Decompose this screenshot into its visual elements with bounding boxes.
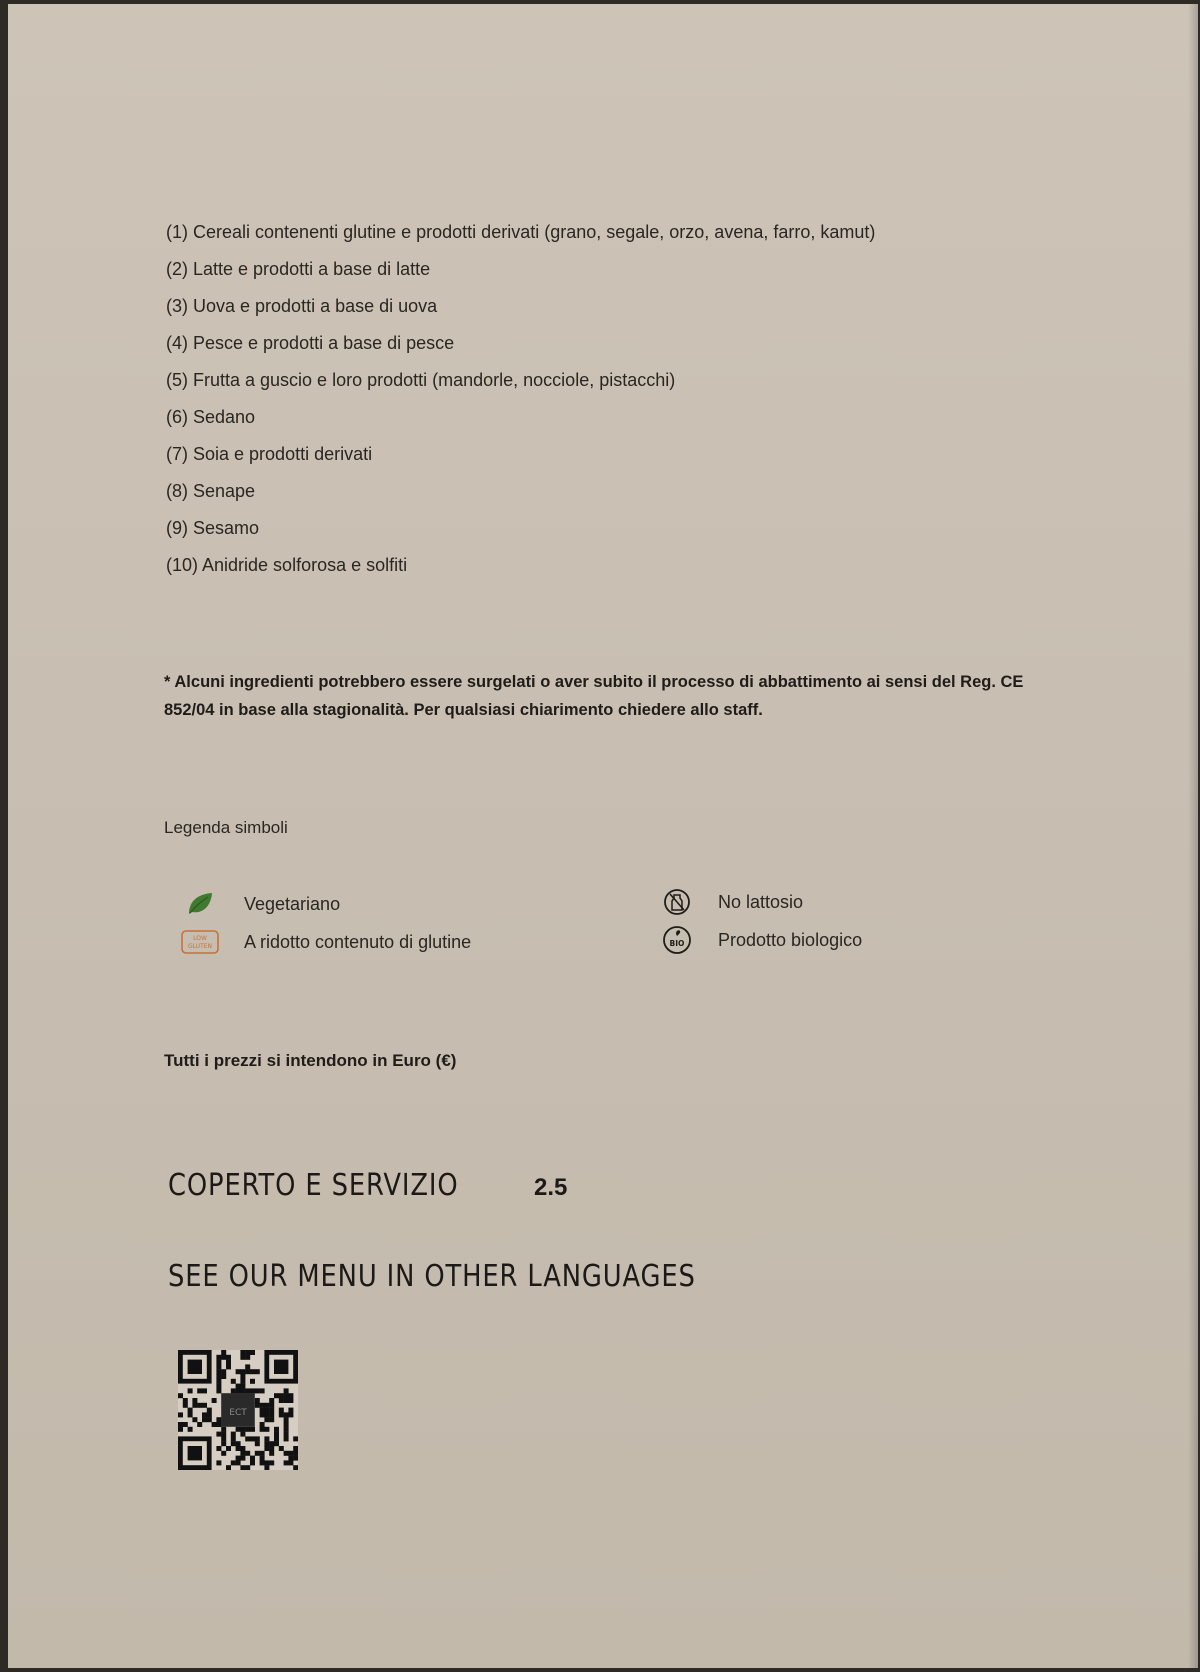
allergen-item: (3) Uova e prodotti a base di uova <box>166 296 438 316</box>
legend-title: Legenda simboli <box>164 818 288 837</box>
cover-charge-price: 2.5 <box>534 1174 568 1201</box>
svg-text:BIO: BIO <box>669 939 685 948</box>
qr-center-label: ECT <box>229 1408 247 1418</box>
svg-text:LOW: LOW <box>193 935 207 942</box>
low-gluten-icon <box>178 927 222 957</box>
cover-charge-label: COPERTO E SERVIZIO <box>168 1168 459 1203</box>
prices-note: Tutti i prezzi si intendono in Euro (€) <box>164 1051 457 1070</box>
leaf-icon <box>178 889 222 919</box>
allergen-item: (1) Cereali contenenti glutine e prodotti derivati (grano, segale, orzo, avena, farro, kamut) <box>166 222 876 242</box>
menu-page <box>8 4 1198 1668</box>
legend-label: A ridotto contenuto di glutine <box>244 931 472 952</box>
frozen-ingredients-note: * Alcuni ingredienti potrebbero essere surgelati o aver subito il processo di abbattimento ai sensi del Reg. CE 852/04 in base alla stagionalità. Per qualsiasi chiarimento chiedere allo staff. <box>164 673 1024 719</box>
no-lactose-icon <box>662 887 692 917</box>
allergen-item: (4) Pesce e prodotti a base di pesce <box>166 333 455 353</box>
legend-label: No lattosio <box>718 891 804 912</box>
page-edge-shadow <box>1188 4 1198 1668</box>
allergen-item: (7) Soia e prodotti derivati <box>166 444 373 464</box>
allergen-list <box>166 214 966 584</box>
allergen-item: (10) Anidride solforosa e solfiti <box>166 555 408 575</box>
bio-icon <box>662 925 692 955</box>
svg-text:GLUTEN: GLUTEN <box>187 943 213 950</box>
allergen-item: (6) Sedano <box>166 407 256 427</box>
legend-item-organic <box>662 925 862 955</box>
legend-item-no-lactose <box>662 887 803 917</box>
legend-label: Vegetariano <box>244 893 341 914</box>
legend-label: Prodotto biologico <box>718 929 863 950</box>
allergen-item: (9) Sesamo <box>166 518 260 538</box>
other-languages-heading: SEE OUR MENU IN OTHER LANGUAGES <box>168 1259 696 1294</box>
allergen-item: (5) Frutta a guscio e loro prodotti (mandorle, nocciole, pistacchi) <box>166 370 676 390</box>
legend-item-vegetarian <box>178 889 340 919</box>
allergen-item: (8) Senape <box>166 481 256 501</box>
qr-code-icon[interactable] <box>178 1350 298 1470</box>
legend-item-low-gluten <box>178 927 471 957</box>
allergen-item: (2) Latte e prodotti a base di latte <box>166 259 431 279</box>
